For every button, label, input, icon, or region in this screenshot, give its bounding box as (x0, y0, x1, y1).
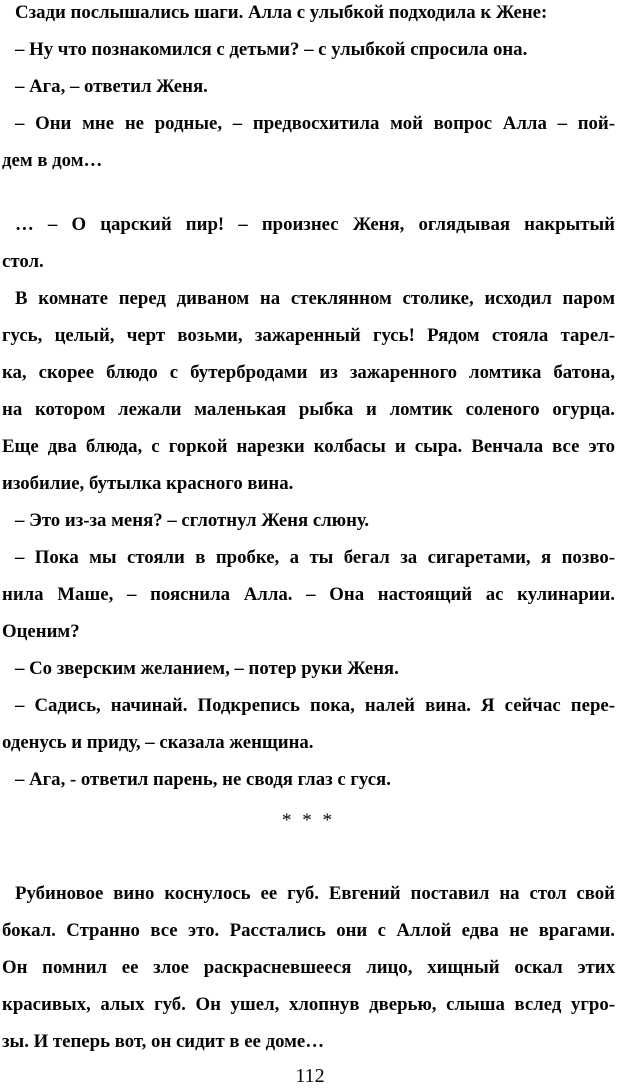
section-separator: * * * (282, 810, 335, 831)
text-line: … – О царский пир! – произнес Женя, оглядывая накрытый (15, 214, 615, 235)
text-line: – Ага, – ответил Женя. (15, 76, 208, 97)
paragraph (2, 31, 615, 68)
text-line: Рубиновое вино коснулось ее губ. Евгений поставил на стол свой (15, 883, 615, 904)
text-line: Оценим? (2, 621, 80, 642)
text-line: – Они мне не родные, – предвосхитила мой вопрос Алла – пой- (15, 113, 615, 134)
paragraph (2, 539, 615, 650)
paragraph (2, 761, 615, 798)
text-line: ка, скорее блюдо с бутербродами из зажаренного ломтика батона, (2, 362, 615, 383)
text-line: – Это из-за меня? – сглотнул Женя слюну. (15, 510, 370, 531)
text-line: на котором лежали маленькая рыбка и ломтик соленого огурца. (2, 399, 615, 420)
text-line: гусь, целый, черт возьми, зажаренный гусь! Рядом стояла тарел- (2, 325, 615, 346)
paragraph (2, 206, 615, 280)
text-line: нила Маше, – пояснила Алла. – Она настоящий ас кулинарии. (2, 584, 615, 605)
paragraph (2, 280, 615, 502)
paragraph (2, 68, 615, 105)
blank-space (2, 839, 615, 875)
paragraph (2, 875, 615, 1060)
paragraph (2, 650, 615, 687)
text-line: оденусь и приду, – сказала женщина. (2, 732, 314, 753)
paragraph (2, 502, 615, 539)
blank-space (2, 179, 615, 206)
text-line: изобилие, бутылка красного вина. (2, 473, 294, 494)
text-line: – Садись, начинай. Подкрепись пока, налей вина. Я сейчас пере- (15, 695, 615, 716)
paragraph (2, 105, 615, 179)
page-number: 112 (295, 1065, 325, 1087)
text-line: Он помнил ее злое раскрасневшееся лицо, хищный оскал этих (2, 957, 615, 978)
text-line: красивых, алых губ. Он ушел, хлопнув дверью, слыша вслед угро- (2, 994, 615, 1015)
text-line: Сзади послышались шаги. Алла с улыбкой подходила к Жене: (15, 2, 548, 23)
paragraph (2, 0, 615, 31)
text-line: – Ну что познакомился с детьми? – с улыбкой спросила она. (15, 39, 528, 60)
text-line: Еще два блюда, с горкой нарезки колбасы и сыра. Венчала все это (2, 436, 615, 457)
text-line: – Со зверским желанием, – потер руки Женя. (15, 658, 399, 679)
text-line: В комнате перед диваном на стеклянном столике, исходил паром (15, 288, 615, 309)
text-line: – Ага, - ответил парень, не сводя глаз с гуся. (15, 769, 391, 790)
text-line: бокал. Странно все это. Расстались они с Аллой едва не врагами. (2, 920, 615, 941)
text-line: зы. И теперь вот, он сидит в ее доме… (2, 1031, 325, 1052)
text-line: – Пока мы стояли в пробке, а ты бегал за сигаретами, я позво- (15, 547, 615, 568)
paragraph (2, 687, 615, 761)
text-line: стол. (2, 251, 44, 272)
text-line: дем в дом… (2, 150, 103, 171)
